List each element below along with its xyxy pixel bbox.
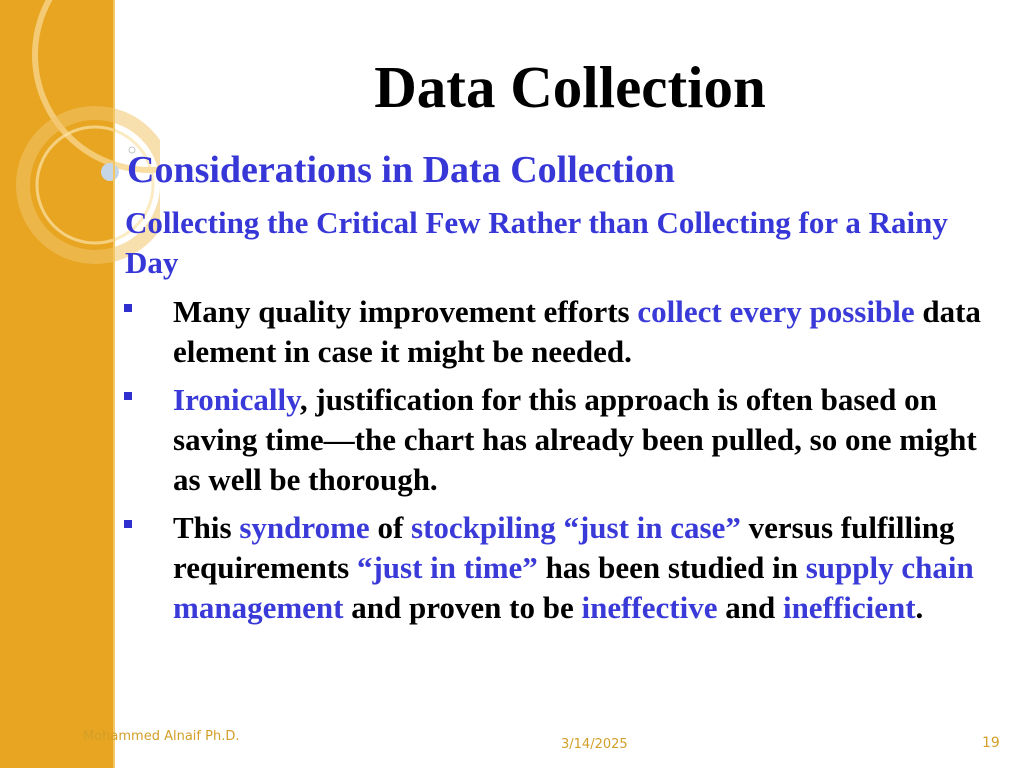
- bullet-text: and: [717, 590, 783, 625]
- bullet-text: Many quality improvement efforts: [173, 294, 638, 329]
- page-number: 19: [982, 735, 1000, 751]
- square-bullet-icon: [124, 520, 132, 528]
- highlighted-text: stockpiling “just in case”: [411, 510, 741, 545]
- square-bullet-icon: [124, 392, 132, 400]
- bullet-text: of: [369, 510, 412, 545]
- square-bullet-icon: [124, 304, 132, 312]
- highlighted-text: collect every possible: [637, 294, 915, 329]
- bullet-list: [120, 292, 1000, 636]
- bullet-text: This: [173, 510, 240, 545]
- bullet-text: data element in case it might be needed.: [173, 294, 981, 369]
- bullet-text: versus fulfilling requirements: [173, 510, 955, 585]
- highlighted-text: inefficient: [782, 590, 916, 625]
- sidebar-edge: [113, 0, 115, 768]
- bullet-item: [120, 292, 1000, 372]
- bullet-text: has been studied in: [537, 550, 806, 585]
- highlighted-text: supply chain management: [173, 550, 974, 625]
- slide-subheading: Collecting the Critical Few Rather than Collecting for a Rainy Day: [125, 205, 948, 280]
- bullet-item: [120, 508, 1000, 628]
- highlighted-text: Ironically: [173, 382, 300, 417]
- highlighted-text: ineffective: [581, 590, 718, 625]
- bullet-text: .: [915, 590, 924, 625]
- bullet-item: [120, 380, 1000, 500]
- bullet-text: , justification for this approach is often based on saving time—the chart has already been pulled, so one might as well be thorough.: [173, 382, 977, 497]
- highlighted-text: syndrome: [239, 510, 370, 545]
- footer-date: 3/14/2025: [561, 737, 628, 752]
- slide-title: Data Collection: [374, 54, 766, 120]
- bullet-text: and proven to be: [343, 590, 582, 625]
- slide-subtitle: Considerations in Data Collection: [127, 149, 675, 191]
- footer-author: Mohammed Alnaif Ph.D.: [83, 729, 240, 744]
- highlighted-text: “just in time”: [356, 550, 538, 585]
